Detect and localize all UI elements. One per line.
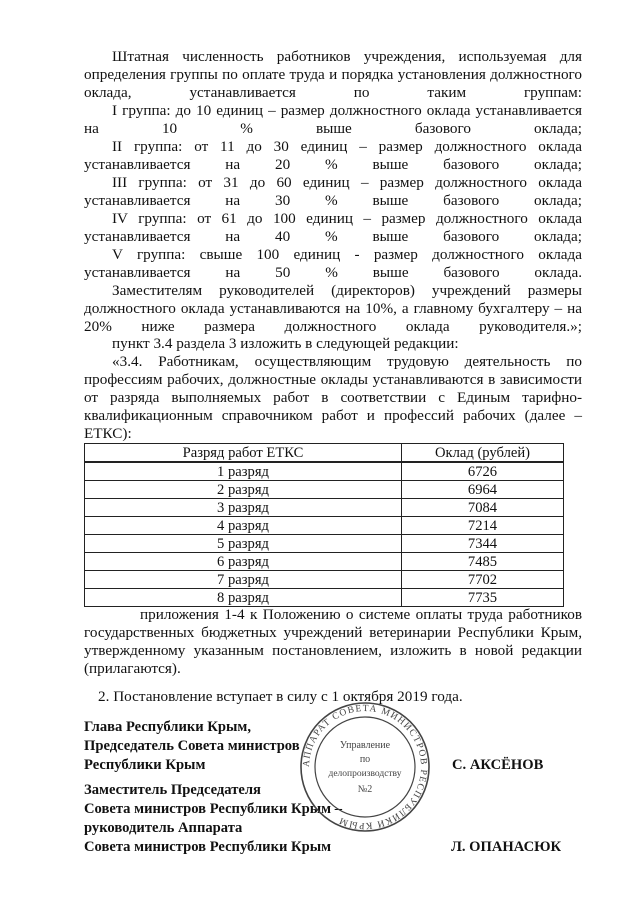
paragraph-group-5: V группа: свыше 100 единиц - размер должностного оклада устанавливается на 50 % выше базового оклада.	[84, 246, 582, 281]
stamp-line-4: №2	[357, 784, 373, 795]
stamp-line-2: по	[359, 754, 371, 765]
table-cell-salary: 7344	[402, 535, 564, 553]
table-header-salary: Оклад (рублей)	[402, 444, 564, 463]
table-cell-grade: 5 разряд	[85, 535, 402, 553]
deputy-title-line-4: Совета министров Республики Крым	[84, 839, 332, 855]
table-row	[85, 571, 564, 589]
table-row	[85, 517, 564, 535]
paragraph-deputies: Заместителям руководителей (директоров) учреждений размеры должностного оклада устанавливаются на 10%, а главному бухгалтеру – на 20% ниже размера должностного оклада руководителя.»;	[84, 282, 582, 335]
head-signature-block	[84, 718, 300, 775]
paragraph-group-4: IV группа: от 61 до 100 единиц – размер должностного оклада устанавливается на 40 % выше базового оклада;	[84, 210, 582, 245]
stamp-ring-text: АППАРАТ СОВЕТА МИНИСТРОВ РЕСПУБЛИКИ КРЫМ	[301, 703, 429, 831]
table-cell-salary: 7084	[402, 499, 564, 517]
official-stamp	[298, 700, 432, 834]
svg-text:АППАРАТ СОВЕТА МИНИСТРОВ РЕСПУ	[302, 704, 428, 830]
table-cell-salary: 6726	[402, 462, 564, 481]
table-cell-grade: 1 разряд	[85, 462, 402, 481]
deputy-title-line-2: Совета министров Республики Крым –	[84, 801, 343, 817]
table-cell-salary: 6964	[402, 481, 564, 499]
table-header-grade: Разряд работ ЕТКС	[85, 444, 402, 463]
paragraph-appendix: приложения 1-4 к Положению о системе оплаты труда работников государственных бюджетных учреждений ветеринарии Республики Крым, утвержденному указанным постановлением, изложить в новой редакции (прилагаются).	[84, 606, 582, 677]
paragraph-group-3: III группа: от 31 до 60 единиц – размер должностного оклада устанавливается на 30 % выше базового оклада;	[84, 174, 582, 209]
paragraph-group-2: II группа: от 11 до 30 единиц – размер должностного оклада устанавливается на 20 % выше базового оклада;	[84, 138, 582, 173]
deputy-title-line-1: Заместитель Председателя	[84, 782, 261, 798]
table-header-row	[85, 444, 564, 463]
table-cell-salary: 7485	[402, 553, 564, 571]
head-title-line-3: Республики Крым	[84, 757, 206, 773]
table-row	[85, 589, 564, 607]
table-cell-grade: 3 разряд	[85, 499, 402, 517]
table-row	[85, 499, 564, 517]
table-row	[85, 535, 564, 553]
table-row	[85, 462, 564, 481]
paragraph-staff-count: Штатная численность работников учреждения, используемая для определения группы по оплате труда и порядка установления должностного оклада, устанавливается по таким группам:	[84, 48, 582, 101]
table-cell-grade: 2 разряд	[85, 481, 402, 499]
table-cell-grade: 6 разряд	[85, 553, 402, 571]
deputy-title-line-3: руководитель Аппарата	[84, 820, 243, 836]
head-title-line-2: Председатель Совета министров	[84, 738, 300, 754]
paragraph-3-4-text: «3.4. Работникам, осуществляющим трудовую деятельность по профессиям рабочих, должностные оклады устанавливаются в зависимости от разряда выполняемых работ в соответствии с Единым тарифно-квалификационным справочником работ и профессий рабочих (далее – ЕТКС):	[84, 353, 582, 442]
deputy-name: Л. ОПАНАСЮК	[451, 839, 562, 855]
table-row	[85, 553, 564, 571]
table-cell-salary: 7702	[402, 571, 564, 589]
table-cell-grade: 8 разряд	[85, 589, 402, 607]
paragraph-item-2: 2. Постановление вступает в силу с 1 октября 2019 года.	[98, 688, 463, 705]
paragraph-group-1: I группа: до 10 единиц – размер должностного оклада устанавливается на 10 % выше базового оклада;	[84, 102, 582, 137]
stamp-line-1: Управление	[339, 740, 391, 751]
table-cell-salary: 7214	[402, 517, 564, 535]
paragraph-point-3-4: пункт 3.4 раздела 3 изложить в следующей редакции:	[112, 335, 459, 352]
table-row	[85, 481, 564, 499]
head-title-line-1: Глава Республики Крым,	[84, 719, 251, 735]
table-cell-grade: 4 разряд	[85, 517, 402, 535]
table-cell-grade: 7 разряд	[85, 571, 402, 589]
table-cell-salary: 7735	[402, 589, 564, 607]
head-name: С. АКСЁНОВ	[452, 757, 544, 773]
etks-salary-table	[84, 443, 564, 607]
stamp-line-3: делопроизводству	[328, 769, 402, 779]
